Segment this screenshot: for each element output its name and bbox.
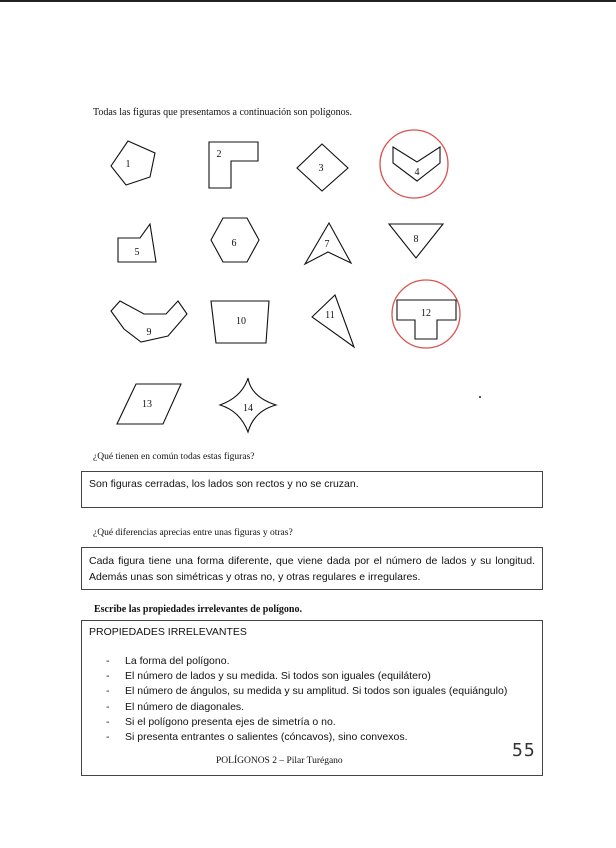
figure-11 — [312, 295, 354, 347]
answer-common-box: Son figuras cerradas, los lados son rectos y no se cruzan. — [81, 471, 543, 508]
figure-label: 13 — [142, 399, 152, 410]
figure-label: 9 — [146, 327, 152, 338]
question-common: ¿Qué tienen en común todas estas figuras? — [93, 452, 255, 462]
list-item: - El número de diagonales. — [106, 700, 535, 715]
figure-14 — [220, 378, 276, 432]
section-heading: Escribe las propiedades irrelevantes de polígono. — [94, 604, 302, 615]
list-item: - Si el polígono presenta ejes de simetría o no. — [106, 715, 535, 730]
properties-list — [89, 654, 535, 745]
page-number: 55 — [512, 740, 536, 761]
figure-label: 4 — [414, 167, 420, 178]
figure-label: 14 — [243, 403, 253, 414]
highlight-circle — [380, 130, 448, 198]
figure-12 — [392, 280, 460, 348]
figure-label: 8 — [413, 234, 419, 245]
bullet-dash: - — [106, 715, 110, 728]
answer-differences-box: Cada figura tiene una forma diferente, que viene dada por el número de lados y su longitud. Además unas son simétricas y otras no, y otras regulares e irregulares. — [81, 547, 543, 590]
figure-label: 11 — [325, 310, 335, 321]
intro-text: Todas las figuras que presentamos a continuación son polígonos. — [93, 107, 352, 118]
scan-speck — [479, 396, 481, 398]
list-item: - El número de lados y su medida. Si todos son iguales (equilátero) — [106, 669, 535, 684]
figure-8 — [389, 224, 443, 258]
figure-label: 3 — [318, 163, 324, 174]
figure-label: 10 — [236, 316, 246, 327]
bullet-dash: - — [106, 685, 110, 698]
bullet-dash: - — [106, 670, 110, 683]
figure-10 — [211, 301, 269, 343]
figure-label: 2 — [216, 149, 222, 160]
figure-5 — [118, 224, 156, 262]
figure-7 — [305, 223, 351, 264]
properties-box — [81, 620, 543, 776]
figure-6 — [211, 218, 259, 262]
page-footer: POLÍGONOS 2 – Pilar Turégano — [216, 756, 343, 766]
figure-label: 1 — [125, 159, 131, 170]
figure-2 — [209, 142, 258, 188]
figure-9 — [111, 301, 187, 342]
figure-label: 6 — [231, 238, 237, 249]
figure-label: 7 — [324, 239, 330, 250]
bullet-dash: - — [106, 655, 110, 667]
bullet-dash: - — [106, 700, 110, 713]
properties-title: PROPIEDADES IRRELEVANTES — [89, 626, 247, 638]
bullet-dash: - — [106, 731, 110, 744]
figure-4 — [380, 130, 448, 198]
list-item: - Si presenta entrantes o salientes (cóncavos), sino convexos. — [106, 730, 535, 745]
figure-3 — [297, 144, 348, 191]
figure-13 — [117, 384, 181, 424]
figure-label: 12 — [421, 308, 431, 319]
figure-1 — [111, 141, 155, 185]
question-differences: ¿Qué diferencias aprecias entre unas figuras y otras? — [93, 528, 293, 538]
figure-label: 5 — [134, 247, 140, 258]
list-item: - La forma del polígono. — [106, 654, 535, 669]
list-item: - El número de ángulos, su medida y su amplitud. Si todos son iguales (equiángulo) — [106, 684, 535, 699]
